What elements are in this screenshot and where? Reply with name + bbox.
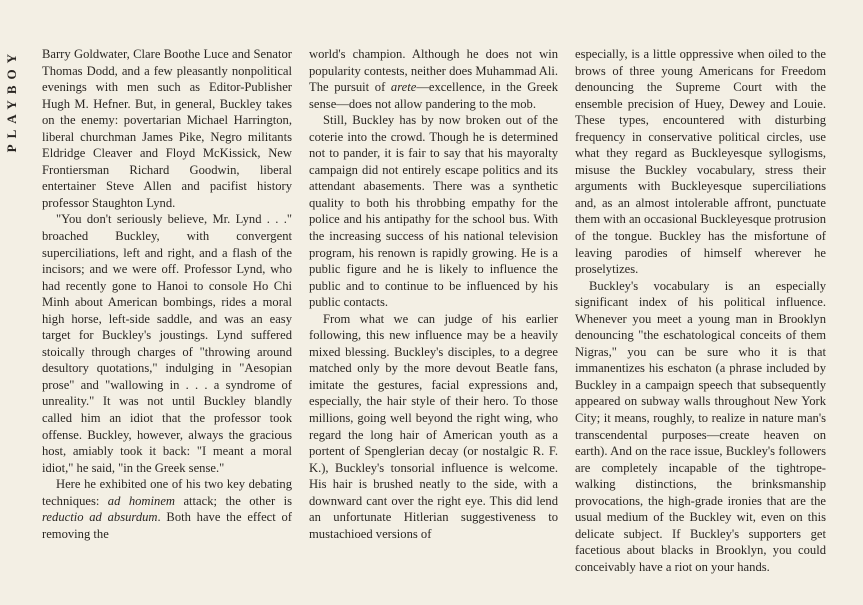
paragraph: Still, Buckley has by now broken out of the coterie into the crowd. Though he is determined not to pander, it is fair to say that his mayoralty campaign did not entirely escape politics and its attendant abasements. There was a synthetic quality to both his throbbing empathy for the police and his antipathy for the school bus. With the increasing success of his national television program, his renown is rapidly growing. He is a public figure and he is likely to influence the public and to continue to be influenced by his public contacts. [309,113,558,310]
text-column-1 [42,46,292,542]
emphasis-term: reductio ad absurdum [42,510,158,525]
text-column-2 [309,46,558,542]
running-folio: PLAYBOY [4,48,19,153]
paragraph: Barry Goldwater, Clare Boothe Luce and Senator Thomas Dodd, and a few pleasantly nonpolitical evenings with men such as Editor-Publisher Hugh M. Hefner. But, in general, Buckley takes on the enemy: povertarian Michael Harrington, liberal churchman James Pike, Negro militants Eldridge Cleaver and Floyd McKissick, New Frontiersman Richard Goodwin, liberal entertainer Steve Allen and pacifist history professor Staughton Lynd. [42,47,292,210]
paragraph: especially, is a little oppressive when oiled to the brows of three young Americans for Freedom denouncing the Supreme Court with the ensemble precision of Huey, Dewey and Louie. These types, encountered with disturbing frequency in conservative political circles, use what they regard as Buckleyesque syllogisms, misuse the Buckley vocabulary, stress their arguments with Buckleyesque superciliations and, as an almost intolerable affront, punctuate them with an occasional Buckleyesque protrusion of the tongue. Buckley has the misfortune of leaving parodies of himself wherever he proselytizes. [575,47,826,277]
paragraph: Here he exhibited one of his two key debating techniques: ad hominem attack; the other is reductio ad absurdum. Both have the effect of removing the [42,477,292,541]
paragraph: From what we can judge of his earlier following, this new influence may be a heavily mixed blessing. Buckley's disciples, to a degree matched only by the more devout Beatle fans, imitate the gestures, facial expressions and, especially, the hair style of their hero. To those millions, going well beyond the right wing, who regard the long hair of American youth as a portent of Spenglerian decay (or nostalgic R. F. K.), Buckley's tonsorial influence is welcome. His hair is brushed neatly to the side, with a downward cant over the right eye. This did lend an unfortunate Hitlerian suggestiveness to mustachioed versions of [309,311,558,541]
paragraph: Buckley's vocabulary is an especially significant index of his political influence. Whenever you meet a young man in Brooklyn denouncing "the eschatological conceits of them Nigras," you can be sure who it is that immanentizes his eschaton (a phrase included by Buckley in a campaign speech that subsequently appeared on subway walls throughout New York City; it means, roughly, to realize in nature man's transcendental purposes—create heaven on earth). And on the race issue, Buckley's followers are completely incapable of the tightrope-walking distinctions, the brinksmanship provocations, the high-grade ironies that are the usual medium of the Buckley wit, even on this delicate subject. If Buckley's supporters get facetious about blacks in Brooklyn, you could conceivably have a riot on your hands. [575,278,826,574]
text-column-3 [575,46,826,576]
paragraph: world's champion. Although he does not win popularity contests, neither does Muhammad Ali. The pursuit of arete—excellence, in the Greek sense—does not allow pandering to the mob. [309,47,558,111]
emphasis-term: ad hominem [107,493,175,508]
emphasis-term: arete [390,80,417,95]
paragraph: "You don't seriously believe, Mr. Lynd . . ." broached Buckley, with convergent superciliations, left and right, and a flash of the incisors; and we were off. Professor Lynd, who had recently gone to Hanoi to console Ho Chi Minh about American bombings, rides a moral high horse, left-side saddle, and was an easy target for Buckley's joustings. Lynd suffered stoically through charges of "throwing around desultory quotations," indulging in "Aesopian prose" and "wallowing in . . . a syndrome of unreality." It was not until Buckley blandly called him an idiot that the professor took offense. Buckley, however, always the gracious host, amiably took it back: "I meant a moral idiot," he said, "in the Greek sense." [42,212,292,475]
